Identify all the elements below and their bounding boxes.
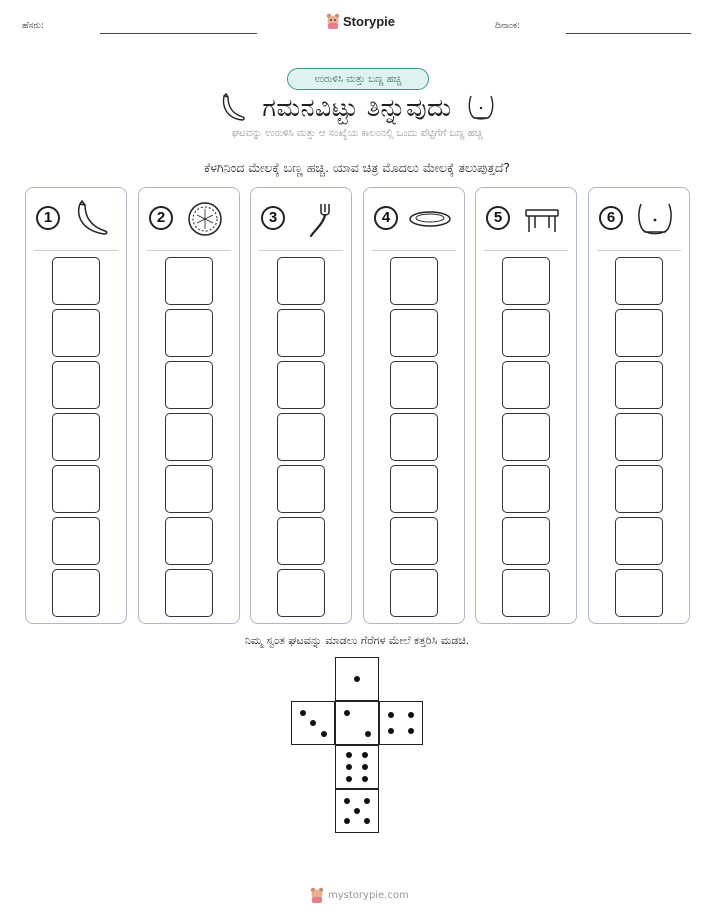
footer — [310, 887, 409, 903]
column-4 — [363, 187, 465, 624]
color-box[interactable] — [277, 361, 325, 409]
page-title: ಗಮನವಿಟ್ಟು ತಿನ್ನುವುದು — [262, 93, 452, 122]
column-number: 1 — [36, 206, 60, 230]
color-box[interactable] — [277, 413, 325, 461]
color-box[interactable] — [165, 517, 213, 565]
color-box[interactable] — [277, 309, 325, 357]
die-pip — [344, 798, 350, 804]
divider — [372, 250, 456, 251]
color-box[interactable] — [615, 569, 663, 617]
die-pip — [354, 676, 360, 682]
die-instruction: ನಿಮ್ಮ ಸ್ವಂತ ಘಟವನ್ನು ಮಾಡಲು ಗೆರೆಗಳ ಮೇಲೆ ಕತ್ತರಿಸಿ ಮಡಚಿ. — [244, 634, 470, 647]
plate-icon — [408, 200, 452, 238]
color-box[interactable] — [615, 257, 663, 305]
column-number: 3 — [261, 206, 285, 230]
question-text: ಕೆಳಗಿನಿಂದ ಮೇಲಕ್ಕೆ ಬಣ್ಣ ಹಚ್ಚಿ. ಯಾವ ಚಿತ್ರ ಮೊದಲು ಮೇಲಕ್ಕೆ ತಲುಪುತ್ತದೆ? — [203, 160, 511, 175]
die-pip — [388, 728, 394, 734]
color-box[interactable] — [390, 361, 438, 409]
die-pip — [344, 710, 350, 716]
die-face-1 — [335, 657, 379, 701]
column-header — [251, 188, 351, 250]
color-box[interactable] — [502, 257, 550, 305]
title-row — [0, 90, 714, 126]
color-box[interactable] — [502, 413, 550, 461]
banana-icon — [70, 200, 114, 238]
die-pip — [310, 720, 316, 726]
color-box[interactable] — [615, 465, 663, 513]
column-header — [364, 188, 464, 250]
color-box[interactable] — [52, 257, 100, 305]
column-header — [139, 188, 239, 250]
date-label: ದಿನಾಂಕ: — [495, 21, 521, 31]
color-box[interactable] — [390, 309, 438, 357]
color-box[interactable] — [165, 413, 213, 461]
die-pip — [365, 731, 371, 737]
color-box[interactable] — [52, 413, 100, 461]
color-box[interactable] — [165, 309, 213, 357]
color-box[interactable] — [390, 413, 438, 461]
column-1 — [25, 187, 127, 624]
color-box[interactable] — [390, 257, 438, 305]
color-box[interactable] — [277, 465, 325, 513]
die-pip — [362, 776, 368, 782]
color-box[interactable] — [277, 517, 325, 565]
color-box[interactable] — [502, 517, 550, 565]
die-face-5 — [335, 789, 379, 833]
die-pip — [408, 728, 414, 734]
die-pip — [364, 798, 370, 804]
column-5 — [475, 187, 577, 624]
color-box[interactable] — [502, 465, 550, 513]
column-number: 5 — [486, 206, 510, 230]
column-6 — [588, 187, 690, 624]
stool-icon — [520, 200, 564, 238]
name-label: ಹೆಸರು: — [22, 21, 45, 31]
die-pip — [346, 764, 352, 770]
brand-name: Storypie — [343, 13, 396, 29]
color-box[interactable] — [165, 257, 213, 305]
die-pip — [346, 752, 352, 758]
color-box[interactable] — [502, 569, 550, 617]
die-pip — [388, 712, 394, 718]
mascot-icon — [326, 13, 340, 29]
name-line[interactable] — [100, 33, 257, 34]
color-box[interactable] — [165, 569, 213, 617]
color-box[interactable] — [165, 361, 213, 409]
divider — [484, 250, 568, 251]
color-box[interactable] — [615, 309, 663, 357]
color-box[interactable] — [502, 361, 550, 409]
column-header — [589, 188, 689, 250]
belly-icon — [466, 92, 496, 124]
footer-url: mystorypie.com — [328, 889, 409, 901]
die-pip — [344, 818, 350, 824]
date-line[interactable] — [566, 33, 691, 34]
fork-icon — [295, 200, 339, 238]
color-box[interactable] — [615, 361, 663, 409]
color-box[interactable] — [390, 465, 438, 513]
pie-icon — [183, 200, 227, 238]
column-3 — [250, 187, 352, 624]
belly-icon — [633, 200, 677, 238]
die-pip — [321, 731, 327, 737]
die-pip — [300, 710, 306, 716]
die-face-6 — [335, 745, 379, 789]
color-box[interactable] — [277, 569, 325, 617]
column-header — [476, 188, 576, 250]
die-pip — [346, 776, 352, 782]
color-box[interactable] — [52, 465, 100, 513]
color-box[interactable] — [52, 309, 100, 357]
color-box[interactable] — [52, 569, 100, 617]
color-box[interactable] — [52, 517, 100, 565]
color-box[interactable] — [165, 465, 213, 513]
column-number: 2 — [149, 206, 173, 230]
color-box[interactable] — [615, 413, 663, 461]
die-pip — [408, 712, 414, 718]
color-box[interactable] — [52, 361, 100, 409]
page-subtitle: ಘಟವನ್ನು ಉರುಳಿಸಿ ಮತ್ತು ಆ ಸಂಖ್ಯೆಯ ಕಾಲಂನಲ್ಲಿ ಒಂದು ಪೆಟ್ಟಿಗೆಗೆ ಬಣ್ಣ ಹಚ್ಚಿ — [231, 128, 483, 139]
die-pip — [364, 818, 370, 824]
column-2 — [138, 187, 240, 624]
divider — [34, 250, 118, 251]
color-box[interactable] — [615, 517, 663, 565]
column-header — [26, 188, 126, 250]
column-number: 4 — [374, 206, 398, 230]
banana-icon — [218, 92, 248, 124]
die-face-3 — [291, 701, 335, 745]
color-box[interactable] — [390, 517, 438, 565]
die-face-2 — [335, 701, 379, 745]
die-face-4 — [379, 701, 423, 745]
color-box[interactable] — [277, 257, 325, 305]
color-box[interactable] — [502, 309, 550, 357]
mascot-icon — [310, 887, 324, 903]
divider — [597, 250, 681, 251]
activity-badge: ಉರುಳಿಸಿ ಮತ್ತು ಬಣ್ಣ ಹಚ್ಚಿ — [287, 68, 429, 90]
die-pip — [362, 764, 368, 770]
die-pip — [354, 808, 360, 814]
divider — [259, 250, 343, 251]
divider — [147, 250, 231, 251]
brand-logo — [326, 13, 395, 29]
column-number: 6 — [599, 206, 623, 230]
color-box[interactable] — [390, 569, 438, 617]
die-pip — [362, 752, 368, 758]
